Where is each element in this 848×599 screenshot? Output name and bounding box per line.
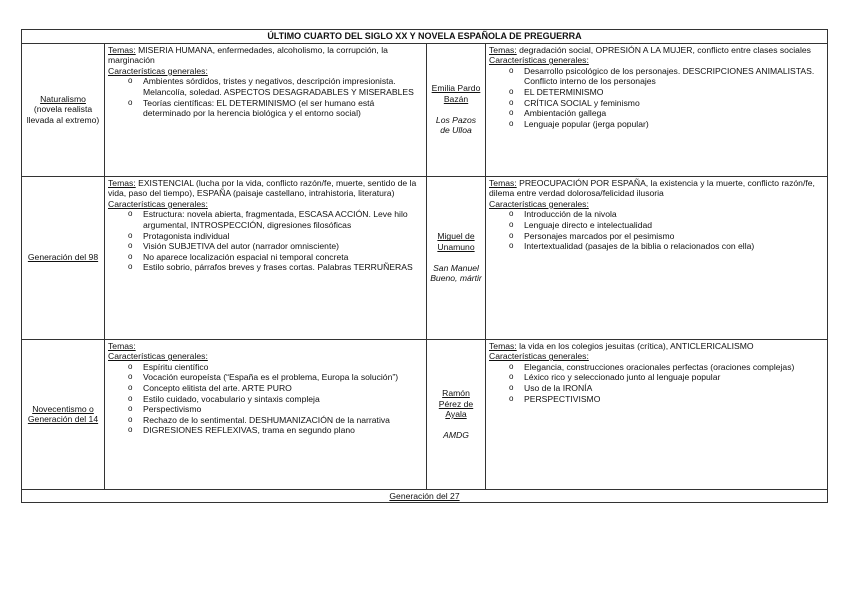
work-characteristics-cell <box>486 43 828 176</box>
temas-label: Temas: <box>489 44 517 55</box>
list-item: o Desarrollo psicológico de los personajes. DESCRIPCIONES ANIMALISTAS. Conflicto interno de los personajes <box>524 66 824 87</box>
list-item: o Uso de la IRONÍA <box>524 383 824 394</box>
movement-name: Naturalismo <box>40 93 86 104</box>
list-item: o Estilo sobrio, párrafos breves y frases cortas. Palabras TERRUÑERAS <box>143 262 423 273</box>
caracteristicas-label: Características generales: <box>108 65 208 76</box>
literature-table <box>21 29 828 503</box>
footer-cell <box>22 489 828 503</box>
movement-subtitle: (novela realista llevada al extremo) <box>26 104 100 125</box>
list-item: o CRÍTICA SOCIAL y feminismo <box>524 98 824 109</box>
temas-text: MISERIA HUMANA, enfermedades, alcoholismo, la corrupción, la marginación <box>108 44 388 66</box>
caracteristicas-label: Características generales: <box>108 351 208 362</box>
list-item: o Vocación europeísta (“España es el problema, Europa la solución”) <box>143 372 423 383</box>
list-item: o Ambientación gallega <box>524 108 824 119</box>
list-item: o Estilo cuidado, vocabulario y sintaxis compleja <box>143 394 423 405</box>
list-item: o Introducción de la nivola <box>524 209 824 220</box>
temas-label: Temas: <box>108 177 136 188</box>
characteristics-list <box>108 76 423 118</box>
list-item: o Visión SUBJETIVA del autor (narrador omnisciente) <box>143 241 423 252</box>
work-characteristics-cell <box>486 176 828 339</box>
table-row <box>22 339 828 489</box>
movement-name: Novecentismo o Generación del 14 <box>27 403 99 425</box>
work-title: San Manuel Bueno, mártir <box>430 262 482 284</box>
temas-label: Temas: <box>108 340 136 351</box>
list-item: o DIGRESIONES REFLEXIVAS, trama en segundo plano <box>143 425 423 436</box>
list-item: o Rechazo de lo sentimental. DESHUMANIZACIÓN de la narrativa <box>143 415 423 426</box>
list-item: o EL DETERMINISMO <box>524 87 824 98</box>
temas-label: Temas: <box>108 44 136 55</box>
list-item: o Teorías científicas: EL DETERMINISMO (el ser humano está determinado por la herencia biológica y el entorno social) <box>143 98 423 119</box>
footer-text: Generación del 27 <box>389 490 460 501</box>
author-cell <box>427 339 486 489</box>
list-item: o Estructura: novela abierta, fragmentada, ESCASA ACCIÓN. Leve hilo argumental, INTROSPECCIÓN, digresiones filosóficas <box>143 209 423 230</box>
list-item: o Personajes marcados por el pesimismo <box>524 231 824 242</box>
characteristics-list <box>489 362 824 404</box>
movement-cell <box>22 43 105 176</box>
list-item: o Intertextualidad (pasajes de la biblia o relacionados con ella) <box>524 241 824 252</box>
document-page <box>21 29 827 503</box>
caracteristicas-label: Características generales: <box>108 198 208 209</box>
movement-cell <box>22 176 105 339</box>
caracteristicas-label: Características generales: <box>489 351 589 362</box>
characteristics-cell <box>105 339 427 489</box>
temas-label: Temas: <box>489 177 517 188</box>
movement-cell <box>22 339 105 489</box>
movement-name: Generación del 98 <box>27 252 99 263</box>
author-name: Miguel de Unamuno <box>437 231 475 252</box>
table-row <box>22 43 828 176</box>
caracteristicas-label: Características generales: <box>489 55 589 66</box>
author-cell <box>427 43 486 176</box>
work-characteristics-cell <box>486 339 828 489</box>
temas-text: EXISTENCIAL (lucha por la vida, conflicto razón/fe, muerte, sentido de la vida, paso del tiempo), ESPAÑA (paisaje castellano, intrahistoria, literatura) <box>108 177 417 199</box>
caracteristicas-label: Características generales: <box>489 198 589 209</box>
table-title: ÚLTIMO CUARTO DEL SIGLO XX Y NOVELA ESPAÑOLA DE PREGUERRA <box>22 30 828 44</box>
table-row <box>22 176 828 339</box>
list-item: o Concepto elitista del arte. ARTE PURO <box>143 383 423 394</box>
list-item: o Lenguaje popular (jerga popular) <box>524 119 824 130</box>
list-item: o Lenguaje directo e intelectualidad <box>524 220 824 231</box>
list-item: o Espíritu científico <box>143 362 423 373</box>
characteristics-list <box>489 66 824 130</box>
characteristics-list <box>108 362 423 436</box>
temas-text: degradación social, OPRESIÓN A LA MUJER, conflicto entre clases sociales <box>519 44 811 55</box>
temas-text: la vida en los colegios jesuitas (crítica), ANTICLERICALISMO <box>519 340 754 351</box>
list-item: o Ambientes sórdidos, tristes y negativos, descripción impresionista. Melancolía, soledad. ASPECTOS DESAGRADABLES Y MISERABLES <box>143 76 423 97</box>
author-cell <box>427 176 486 339</box>
list-item: o PERSPECTIVISMO <box>524 394 824 405</box>
list-item: o No aparece localización espacial ni temporal concreta <box>143 252 423 263</box>
list-item: o Léxico rico y seleccionado junto al lenguaje popular <box>524 372 824 383</box>
list-item: o Perspectivismo <box>143 404 423 415</box>
work-title: AMDG <box>443 429 469 440</box>
list-item: o Protagonista individual <box>143 231 423 242</box>
temas-text: PREOCUPACIÓN POR ESPAÑA, la existencia y la muerte, conflicto razón/fe, dilema entre verdad dolorosa/felicidad ilusoria <box>489 177 815 199</box>
title-row <box>22 30 828 44</box>
characteristics-list <box>108 209 423 273</box>
list-item: o Elegancia, construcciones oracionales perfectas (oraciones complejas) <box>524 362 824 373</box>
work-title: Los Pazos de Ulloa <box>435 114 477 136</box>
characteristics-cell <box>105 176 427 339</box>
author-name: Emilia Pardo Bazán <box>431 83 481 104</box>
temas-label: Temas: <box>489 340 517 351</box>
characteristics-list <box>489 209 824 251</box>
footer-row <box>22 489 828 503</box>
characteristics-cell <box>105 43 427 176</box>
author-name: Ramón Pérez de Ayala <box>438 387 474 420</box>
